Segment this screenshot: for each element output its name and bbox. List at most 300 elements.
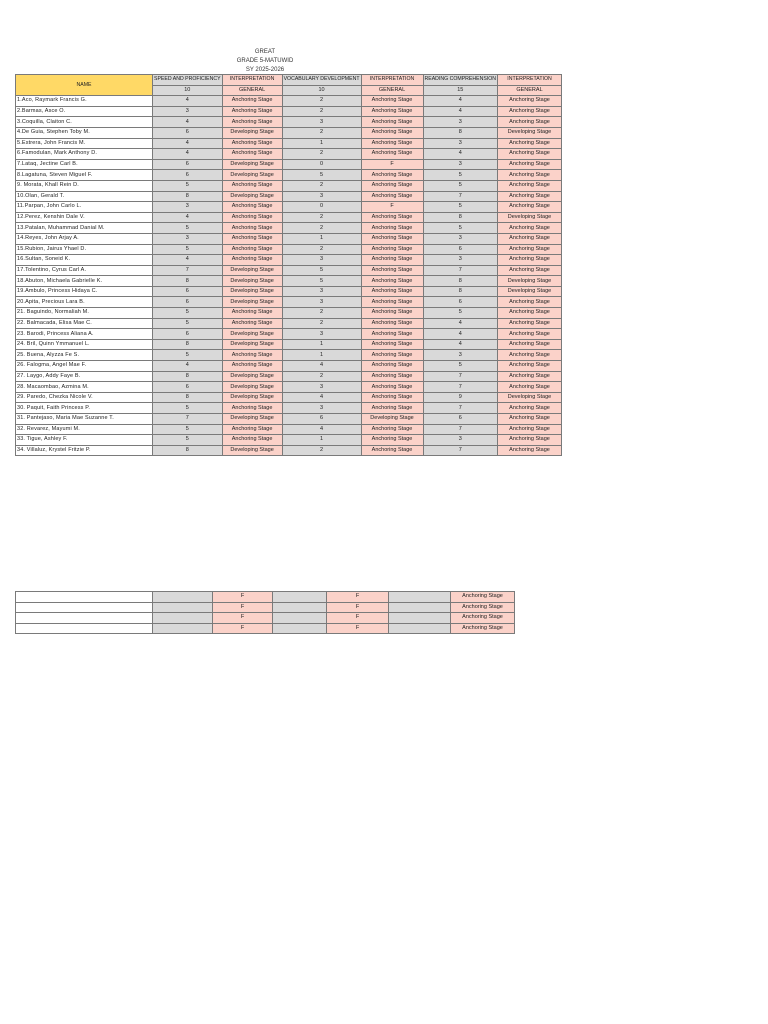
student-name-cell[interactable] — [16, 613, 153, 624]
table-row — [16, 96, 562, 107]
reading-score-cell[interactable]: 3 — [423, 233, 497, 244]
speed-score-cell[interactable]: 8 — [153, 276, 223, 287]
reading-interpretation-cell[interactable]: Anchoring Stage — [498, 117, 562, 128]
vocabulary-interpretation-cell[interactable]: Developing Stage — [361, 414, 423, 425]
vocabulary-score-cell[interactable] — [273, 623, 327, 634]
reading-score-cell[interactable]: 5 — [423, 170, 497, 181]
speed-interpretation-cell[interactable]: Developing Stage — [222, 127, 282, 138]
reading-interpretation-cell[interactable]: Anchoring Stage — [451, 602, 515, 613]
reading-score-cell[interactable]: 7 — [423, 445, 497, 456]
vocabulary-score-cell[interactable]: 2 — [282, 244, 361, 255]
speed-score-cell[interactable]: 7 — [153, 265, 223, 276]
reading-score-cell[interactable]: 8 — [423, 286, 497, 297]
speed-score-cell[interactable]: 5 — [153, 180, 223, 191]
reading-interpretation-cell[interactable]: Anchoring Stage — [498, 424, 562, 435]
vocabulary-score-cell[interactable]: 3 — [282, 403, 361, 414]
student-name-cell[interactable]: 14.Reyes, John Arjay A. — [16, 233, 153, 244]
vocabulary-interpretation-cell[interactable]: Anchoring Stage — [361, 212, 423, 223]
vocabulary-score-cell[interactable]: 4 — [282, 424, 361, 435]
student-name-cell[interactable]: 10.Olan, Gerald T. — [16, 191, 153, 202]
speed-score-cell[interactable]: 5 — [153, 435, 223, 446]
speed-interpretation-cell[interactable]: Developing Stage — [222, 297, 282, 308]
vocabulary-interpretation-cell[interactable]: Anchoring Stage — [361, 223, 423, 234]
reading-score-cell[interactable]: 4 — [423, 329, 497, 340]
speed-score-cell[interactable]: 6 — [153, 159, 223, 170]
vocabulary-interpretation-cell[interactable]: F — [361, 159, 423, 170]
student-name-cell[interactable]: 13.Patalan, Muhammad Danial M. — [16, 223, 153, 234]
speed-score-cell[interactable]: 6 — [153, 382, 223, 393]
reading-interpretation-cell[interactable]: Anchoring Stage — [498, 308, 562, 319]
speed-interpretation-cell[interactable]: Anchoring Stage — [222, 403, 282, 414]
vocabulary-interpretation-cell[interactable]: Anchoring Stage — [361, 435, 423, 446]
student-name-cell[interactable]: 5.Estrera, John Francis M. — [16, 138, 153, 149]
vocabulary-interpretation-cell[interactable]: Anchoring Stage — [361, 286, 423, 297]
speed-interpretation-cell[interactable]: Anchoring Stage — [222, 435, 282, 446]
speed-score-cell[interactable]: 3 — [153, 202, 223, 213]
speed-interpretation-cell[interactable]: Anchoring Stage — [222, 180, 282, 191]
reading-score-cell[interactable]: 5 — [423, 361, 497, 372]
col-header-reading: READING COMPREHENSION — [423, 75, 497, 86]
table-row — [16, 159, 562, 170]
speed-interpretation-cell[interactable]: Developing Stage — [222, 170, 282, 181]
reading-score-cell[interactable]: 3 — [423, 138, 497, 149]
reading-interpretation-cell[interactable]: Anchoring Stage — [498, 170, 562, 181]
student-name-cell[interactable] — [16, 592, 153, 603]
speed-interpretation-cell[interactable]: Anchoring Stage — [222, 117, 282, 128]
table-row — [16, 223, 562, 234]
speed-interpretation-cell[interactable]: F — [213, 613, 273, 624]
student-name-cell[interactable]: 28. Macaombao, Azmina M. — [16, 382, 153, 393]
reading-score-cell[interactable]: 5 — [423, 202, 497, 213]
reading-max-score: 15 — [423, 85, 497, 96]
vocabulary-max-score: 10 — [282, 85, 361, 96]
student-name-cell[interactable]: 33. Tigue, Ashley F. — [16, 435, 153, 446]
student-name-cell[interactable] — [16, 623, 153, 634]
table-row — [16, 350, 562, 361]
student-name-cell[interactable]: 23. Barodi, Princess Aliana A. — [16, 329, 153, 340]
interpretation-2-general: GENERAL — [361, 85, 423, 96]
reading-interpretation-cell[interactable]: Anchoring Stage — [451, 613, 515, 624]
vocabulary-score-cell[interactable]: 3 — [282, 286, 361, 297]
vocabulary-interpretation-cell[interactable]: Anchoring Stage — [361, 424, 423, 435]
student-name-cell[interactable]: 29. Paredo, Chezka Nicole V. — [16, 392, 153, 403]
speed-interpretation-cell[interactable]: Developing Stage — [222, 191, 282, 202]
student-name-cell[interactable]: 2.Barmas, Asce O. — [16, 106, 153, 117]
speed-interpretation-cell[interactable]: Anchoring Stage — [222, 202, 282, 213]
reading-score-cell[interactable] — [389, 602, 451, 613]
table-row — [16, 329, 562, 340]
vocabulary-interpretation-cell[interactable]: Anchoring Stage — [361, 233, 423, 244]
vocabulary-interpretation-cell[interactable]: F — [327, 602, 389, 613]
speed-score-cell[interactable]: 4 — [153, 255, 223, 266]
vocabulary-interpretation-cell[interactable]: Anchoring Stage — [361, 127, 423, 138]
vocabulary-interpretation-cell[interactable]: Anchoring Stage — [361, 445, 423, 456]
vocabulary-interpretation-cell[interactable]: F — [361, 202, 423, 213]
student-name-cell[interactable]: 27. Laygo, Addy Faye B. — [16, 371, 153, 382]
speed-score-cell[interactable] — [153, 613, 213, 624]
vocabulary-score-cell[interactable]: 3 — [282, 255, 361, 266]
student-name-cell[interactable] — [16, 602, 153, 613]
speed-interpretation-cell[interactable]: Developing Stage — [222, 276, 282, 287]
reading-interpretation-cell[interactable]: Anchoring Stage — [498, 106, 562, 117]
reading-score-cell[interactable]: 9 — [423, 392, 497, 403]
speed-interpretation-cell[interactable]: Developing Stage — [222, 265, 282, 276]
reading-interpretation-cell[interactable]: Developing Stage — [498, 276, 562, 287]
student-name-cell[interactable]: 32. Revarez, Mayumi M. — [16, 424, 153, 435]
student-name-cell[interactable]: 17.Tolentino, Cyrus Carl A. — [16, 265, 153, 276]
student-name-cell[interactable]: 11.Parpan, John Carlo L. — [16, 202, 153, 213]
speed-interpretation-cell[interactable]: Anchoring Stage — [222, 96, 282, 107]
speed-interpretation-cell[interactable]: Developing Stage — [222, 414, 282, 425]
table-row — [16, 244, 562, 255]
speed-score-cell[interactable]: 6 — [153, 170, 223, 181]
speed-interpretation-cell[interactable]: Anchoring Stage — [222, 244, 282, 255]
reading-interpretation-cell[interactable]: Developing Stage — [498, 127, 562, 138]
speed-interpretation-cell[interactable]: F — [213, 592, 273, 603]
student-name-cell[interactable]: 30. Paquit, Faith Princess P. — [16, 403, 153, 414]
reading-interpretation-cell[interactable]: Anchoring Stage — [498, 350, 562, 361]
reading-score-cell[interactable]: 6 — [423, 297, 497, 308]
extra-row — [16, 623, 515, 634]
student-name-cell[interactable]: 22. Balmacada, Elisa Mae C. — [16, 318, 153, 329]
speed-score-cell[interactable]: 5 — [153, 403, 223, 414]
vocabulary-score-cell[interactable]: 6 — [282, 414, 361, 425]
vocabulary-interpretation-cell[interactable]: Anchoring Stage — [361, 329, 423, 340]
table-row — [16, 424, 562, 435]
student-name-cell[interactable]: 6.Famodulan, Mark Anthony D. — [16, 149, 153, 160]
reading-interpretation-cell[interactable]: Anchoring Stage — [498, 180, 562, 191]
student-name-cell[interactable]: 9. Morata, Khall Rein D. — [16, 180, 153, 191]
reading-interpretation-cell[interactable]: Anchoring Stage — [498, 382, 562, 393]
speed-interpretation-cell[interactable]: Developing Stage — [222, 445, 282, 456]
student-name-cell[interactable]: 12.Perez, Kenshin Dale V. — [16, 212, 153, 223]
speed-score-cell[interactable]: 8 — [153, 371, 223, 382]
speed-interpretation-cell[interactable]: Anchoring Stage — [222, 223, 282, 234]
reading-score-cell[interactable]: 3 — [423, 350, 497, 361]
student-name-cell[interactable]: 18.Abuton, Michaela Gabrielle K. — [16, 276, 153, 287]
reading-score-cell[interactable]: 6 — [423, 244, 497, 255]
vocabulary-interpretation-cell[interactable]: F — [327, 613, 389, 624]
speed-interpretation-cell[interactable]: Developing Stage — [222, 329, 282, 340]
vocabulary-score-cell[interactable]: 5 — [282, 276, 361, 287]
vocabulary-score-cell[interactable]: 1 — [282, 233, 361, 244]
speed-score-cell[interactable]: 6 — [153, 329, 223, 340]
reading-score-cell[interactable]: 4 — [423, 106, 497, 117]
reading-score-cell[interactable]: 4 — [423, 318, 497, 329]
table-row — [16, 276, 562, 287]
reading-score-cell[interactable]: 3 — [423, 159, 497, 170]
student-name-cell[interactable]: 19.Ambulo, Princess Hidaya C. — [16, 286, 153, 297]
vocabulary-interpretation-cell[interactable]: Anchoring Stage — [361, 244, 423, 255]
vocabulary-score-cell[interactable]: 2 — [282, 223, 361, 234]
speed-score-cell[interactable] — [153, 602, 213, 613]
speed-score-cell[interactable]: 5 — [153, 318, 223, 329]
speed-interpretation-cell[interactable]: F — [213, 602, 273, 613]
vocabulary-score-cell[interactable]: 3 — [282, 329, 361, 340]
reading-interpretation-cell[interactable]: Anchoring Stage — [451, 623, 515, 634]
reading-interpretation-cell[interactable]: Anchoring Stage — [451, 592, 515, 603]
interpretation-3-general: GENERAL — [498, 85, 562, 96]
extra-row — [16, 592, 515, 603]
speed-score-cell[interactable]: 4 — [153, 212, 223, 223]
speed-score-cell[interactable]: 5 — [153, 424, 223, 435]
speed-score-cell[interactable]: 5 — [153, 350, 223, 361]
header-section: GRADE 5-MATUWID — [236, 58, 294, 64]
student-name-cell[interactable]: 4.De Guia, Stephen Toby M. — [16, 127, 153, 138]
speed-score-cell[interactable]: 8 — [153, 191, 223, 202]
vocabulary-score-cell[interactable]: 2 — [282, 96, 361, 107]
vocabulary-score-cell[interactable]: 2 — [282, 212, 361, 223]
reading-interpretation-cell[interactable]: Anchoring Stage — [498, 255, 562, 266]
vocabulary-interpretation-cell[interactable]: Anchoring Stage — [361, 149, 423, 160]
speed-score-cell[interactable]: 6 — [153, 127, 223, 138]
vocabulary-score-cell[interactable]: 2 — [282, 149, 361, 160]
vocabulary-score-cell[interactable]: 2 — [282, 371, 361, 382]
vocabulary-interpretation-cell[interactable]: Anchoring Stage — [361, 96, 423, 107]
reading-score-cell[interactable]: 3 — [423, 117, 497, 128]
vocabulary-score-cell[interactable]: 2 — [282, 308, 361, 319]
reading-interpretation-cell[interactable]: Anchoring Stage — [498, 223, 562, 234]
reading-interpretation-cell[interactable]: Anchoring Stage — [498, 403, 562, 414]
vocabulary-score-cell[interactable] — [273, 602, 327, 613]
vocabulary-score-cell[interactable]: 2 — [282, 318, 361, 329]
reading-score-cell[interactable]: 3 — [423, 255, 497, 266]
table-row — [16, 265, 562, 276]
reading-score-cell[interactable]: 3 — [423, 435, 497, 446]
student-name-cell[interactable]: 34. Villaluz, Krystel Fritzie P. — [16, 445, 153, 456]
student-name-cell[interactable]: 25. Buena, Alyzza Fe S. — [16, 350, 153, 361]
speed-interpretation-cell[interactable]: Developing Stage — [222, 392, 282, 403]
speed-interpretation-cell[interactable]: F — [213, 623, 273, 634]
reading-score-cell[interactable]: 7 — [423, 403, 497, 414]
speed-score-cell[interactable]: 5 — [153, 223, 223, 234]
speed-interpretation-cell[interactable]: Anchoring Stage — [222, 149, 282, 160]
vocabulary-interpretation-cell[interactable]: Anchoring Stage — [361, 297, 423, 308]
vocabulary-score-cell[interactable]: 5 — [282, 265, 361, 276]
speed-interpretation-cell[interactable]: Anchoring Stage — [222, 308, 282, 319]
vocabulary-score-cell[interactable]: 2 — [282, 106, 361, 117]
student-name-cell[interactable]: 3.Coquilla, Claiton C. — [16, 117, 153, 128]
vocabulary-score-cell[interactable]: 3 — [282, 191, 361, 202]
vocabulary-score-cell[interactable]: 0 — [282, 202, 361, 213]
speed-score-cell[interactable]: 8 — [153, 339, 223, 350]
student-name-cell[interactable]: 8.Lagatuna, Steven Miguel F. — [16, 170, 153, 181]
vocabulary-interpretation-cell[interactable]: Anchoring Stage — [361, 382, 423, 393]
vocabulary-score-cell[interactable]: 5 — [282, 170, 361, 181]
speed-score-cell[interactable]: 5 — [153, 244, 223, 255]
reading-interpretation-cell[interactable]: Anchoring Stage — [498, 191, 562, 202]
reading-score-cell[interactable]: 5 — [423, 223, 497, 234]
reading-interpretation-cell[interactable]: Developing Stage — [498, 212, 562, 223]
table-row — [16, 212, 562, 223]
vocabulary-score-cell[interactable]: 3 — [282, 117, 361, 128]
vocabulary-interpretation-cell[interactable]: Anchoring Stage — [361, 117, 423, 128]
reading-score-cell[interactable]: 5 — [423, 180, 497, 191]
vocabulary-interpretation-cell[interactable]: Anchoring Stage — [361, 350, 423, 361]
speed-score-cell[interactable]: 6 — [153, 297, 223, 308]
vocabulary-interpretation-cell[interactable]: Anchoring Stage — [361, 265, 423, 276]
vocabulary-interpretation-cell[interactable]: Anchoring Stage — [361, 138, 423, 149]
header-title: GREAT — [254, 49, 276, 55]
reading-score-cell[interactable]: 7 — [423, 371, 497, 382]
vocabulary-score-cell[interactable]: 1 — [282, 138, 361, 149]
vocabulary-score-cell[interactable]: 3 — [282, 297, 361, 308]
speed-interpretation-cell[interactable]: Anchoring Stage — [222, 106, 282, 117]
student-name-cell[interactable]: 31. Pantejaso, Maria Mae Suzanne T. — [16, 414, 153, 425]
vocabulary-score-cell[interactable]: 2 — [282, 445, 361, 456]
speed-score-cell[interactable]: 6 — [153, 286, 223, 297]
vocabulary-interpretation-cell[interactable]: Anchoring Stage — [361, 318, 423, 329]
reading-interpretation-cell[interactable]: Anchoring Stage — [498, 361, 562, 372]
vocabulary-score-cell[interactable]: 1 — [282, 350, 361, 361]
reading-score-cell[interactable]: 5 — [423, 308, 497, 319]
reading-score-cell[interactable] — [389, 623, 451, 634]
speed-score-cell[interactable]: 3 — [153, 233, 223, 244]
speed-interpretation-cell[interactable]: Developing Stage — [222, 159, 282, 170]
reading-interpretation-cell[interactable]: Anchoring Stage — [498, 96, 562, 107]
vocabulary-score-cell[interactable] — [273, 592, 327, 603]
vocabulary-interpretation-cell[interactable]: Anchoring Stage — [361, 308, 423, 319]
speed-interpretation-cell[interactable]: Anchoring Stage — [222, 350, 282, 361]
vocabulary-interpretation-cell[interactable]: Anchoring Stage — [361, 180, 423, 191]
speed-interpretation-cell[interactable]: Anchoring Stage — [222, 361, 282, 372]
student-name-cell[interactable]: 15.Rubion, Jairus Yhael D. — [16, 244, 153, 255]
speed-score-cell[interactable]: 4 — [153, 117, 223, 128]
vocabulary-interpretation-cell[interactable]: Anchoring Stage — [361, 403, 423, 414]
table-row — [16, 117, 562, 128]
vocabulary-score-cell[interactable]: 0 — [282, 159, 361, 170]
table-row — [16, 403, 562, 414]
reading-score-cell[interactable]: 7 — [423, 191, 497, 202]
extra-row — [16, 613, 515, 624]
reading-interpretation-cell[interactable]: Anchoring Stage — [498, 371, 562, 382]
vocabulary-score-cell[interactable] — [273, 613, 327, 624]
vocabulary-score-cell[interactable]: 2 — [282, 180, 361, 191]
reading-interpretation-cell[interactable]: Anchoring Stage — [498, 329, 562, 340]
reading-interpretation-cell[interactable]: Developing Stage — [498, 286, 562, 297]
col-header-interpretation-1: INTERPRETATION — [222, 75, 282, 86]
vocabulary-interpretation-cell[interactable]: Anchoring Stage — [361, 392, 423, 403]
col-header-vocabulary: VOCABULARY DEVELOPMENT — [282, 75, 361, 86]
reading-interpretation-cell[interactable]: Anchoring Stage — [498, 202, 562, 213]
reading-interpretation-cell[interactable]: Anchoring Stage — [498, 244, 562, 255]
speed-score-cell[interactable] — [153, 623, 213, 634]
vocabulary-score-cell[interactable]: 3 — [282, 382, 361, 393]
vocabulary-score-cell[interactable]: 4 — [282, 392, 361, 403]
vocabulary-interpretation-cell[interactable]: Anchoring Stage — [361, 371, 423, 382]
student-rows — [16, 96, 562, 456]
student-name-cell[interactable]: 7.Lataq, Jectine Carl B. — [16, 159, 153, 170]
col-header-speed: SPEED AND PROFICIENCY — [153, 75, 223, 86]
reading-interpretation-cell[interactable]: Anchoring Stage — [498, 318, 562, 329]
reading-interpretation-cell[interactable]: Anchoring Stage — [498, 339, 562, 350]
vocabulary-interpretation-cell[interactable]: F — [327, 623, 389, 634]
reading-score-cell[interactable] — [389, 613, 451, 624]
table-row — [16, 138, 562, 149]
vocabulary-score-cell[interactable]: 1 — [282, 339, 361, 350]
vocabulary-interpretation-cell[interactable]: Anchoring Stage — [361, 106, 423, 117]
reading-interpretation-cell[interactable]: Anchoring Stage — [498, 265, 562, 276]
speed-interpretation-cell[interactable]: Anchoring Stage — [222, 318, 282, 329]
speed-score-cell[interactable] — [153, 592, 213, 603]
reading-score-cell[interactable]: 4 — [423, 149, 497, 160]
reading-interpretation-cell[interactable]: Developing Stage — [498, 392, 562, 403]
speed-interpretation-cell[interactable]: Developing Stage — [222, 286, 282, 297]
student-name-cell[interactable]: 16.Sultan, Soneid K. — [16, 255, 153, 266]
speed-interpretation-cell[interactable]: Anchoring Stage — [222, 212, 282, 223]
table-row — [16, 297, 562, 308]
speed-score-cell[interactable]: 4 — [153, 361, 223, 372]
reading-interpretation-cell[interactable]: Anchoring Stage — [498, 159, 562, 170]
speed-interpretation-cell[interactable]: Developing Stage — [222, 382, 282, 393]
reading-score-cell[interactable]: 4 — [423, 96, 497, 107]
speed-score-cell[interactable]: 3 — [153, 106, 223, 117]
vocabulary-interpretation-cell[interactable]: Anchoring Stage — [361, 255, 423, 266]
reading-score-cell[interactable]: 8 — [423, 127, 497, 138]
reading-interpretation-cell[interactable]: Anchoring Stage — [498, 149, 562, 160]
reading-interpretation-cell[interactable]: Anchoring Stage — [498, 435, 562, 446]
speed-score-cell[interactable]: 8 — [153, 392, 223, 403]
vocabulary-interpretation-cell[interactable]: Anchoring Stage — [361, 361, 423, 372]
col-header-interpretation-2: INTERPRETATION — [361, 75, 423, 86]
table-row — [16, 191, 562, 202]
reading-score-cell[interactable]: 4 — [423, 339, 497, 350]
vocabulary-score-cell[interactable]: 1 — [282, 435, 361, 446]
reading-score-cell[interactable]: 6 — [423, 414, 497, 425]
reading-interpretation-cell[interactable]: Anchoring Stage — [498, 233, 562, 244]
reading-score-cell[interactable] — [389, 592, 451, 603]
vocabulary-interpretation-cell[interactable]: Anchoring Stage — [361, 276, 423, 287]
student-name-cell[interactable]: 20.Apita, Precious Lara B. — [16, 297, 153, 308]
table-row — [16, 318, 562, 329]
vocabulary-interpretation-cell[interactable]: Anchoring Stage — [361, 170, 423, 181]
vocabulary-score-cell[interactable]: 2 — [282, 127, 361, 138]
vocabulary-interpretation-cell[interactable]: Anchoring Stage — [361, 191, 423, 202]
speed-interpretation-cell[interactable]: Anchoring Stage — [222, 233, 282, 244]
speed-interpretation-cell[interactable]: Developing Stage — [222, 371, 282, 382]
reading-interpretation-cell[interactable]: Anchoring Stage — [498, 445, 562, 456]
reading-interpretation-cell[interactable]: Anchoring Stage — [498, 138, 562, 149]
vocabulary-interpretation-cell[interactable]: Anchoring Stage — [361, 339, 423, 350]
reading-score-cell[interactable]: 8 — [423, 212, 497, 223]
student-name-cell[interactable]: 24. Bril, Quinn Ymmanuel L. — [16, 339, 153, 350]
extra-rows-table — [15, 591, 515, 634]
table-row — [16, 361, 562, 372]
reading-interpretation-cell[interactable]: Anchoring Stage — [498, 414, 562, 425]
student-name-cell[interactable]: 21. Baguindo, Normaliah M. — [16, 308, 153, 319]
speed-score-cell[interactable]: 4 — [153, 149, 223, 160]
vocabulary-score-cell[interactable]: 4 — [282, 361, 361, 372]
speed-interpretation-cell[interactable]: Developing Stage — [222, 339, 282, 350]
student-name-cell[interactable]: 1.Aco, Raymark Francis G. — [16, 96, 153, 107]
reading-score-cell[interactable]: 7 — [423, 265, 497, 276]
speed-score-cell[interactable]: 4 — [153, 96, 223, 107]
reading-score-cell[interactable]: 8 — [423, 276, 497, 287]
speed-score-cell[interactable]: 5 — [153, 308, 223, 319]
speed-interpretation-cell[interactable]: Anchoring Stage — [222, 138, 282, 149]
reading-interpretation-cell[interactable]: Anchoring Stage — [498, 297, 562, 308]
student-name-cell[interactable]: 26. Falogma, Angel Mae F. — [16, 361, 153, 372]
speed-interpretation-cell[interactable]: Anchoring Stage — [222, 255, 282, 266]
speed-score-cell[interactable]: 8 — [153, 445, 223, 456]
speed-interpretation-cell[interactable]: Anchoring Stage — [222, 424, 282, 435]
vocabulary-interpretation-cell[interactable]: F — [327, 592, 389, 603]
reading-score-cell[interactable]: 7 — [423, 424, 497, 435]
speed-score-cell[interactable]: 4 — [153, 138, 223, 149]
speed-score-cell[interactable]: 7 — [153, 414, 223, 425]
table-row — [16, 149, 562, 160]
reading-score-cell[interactable]: 7 — [423, 382, 497, 393]
